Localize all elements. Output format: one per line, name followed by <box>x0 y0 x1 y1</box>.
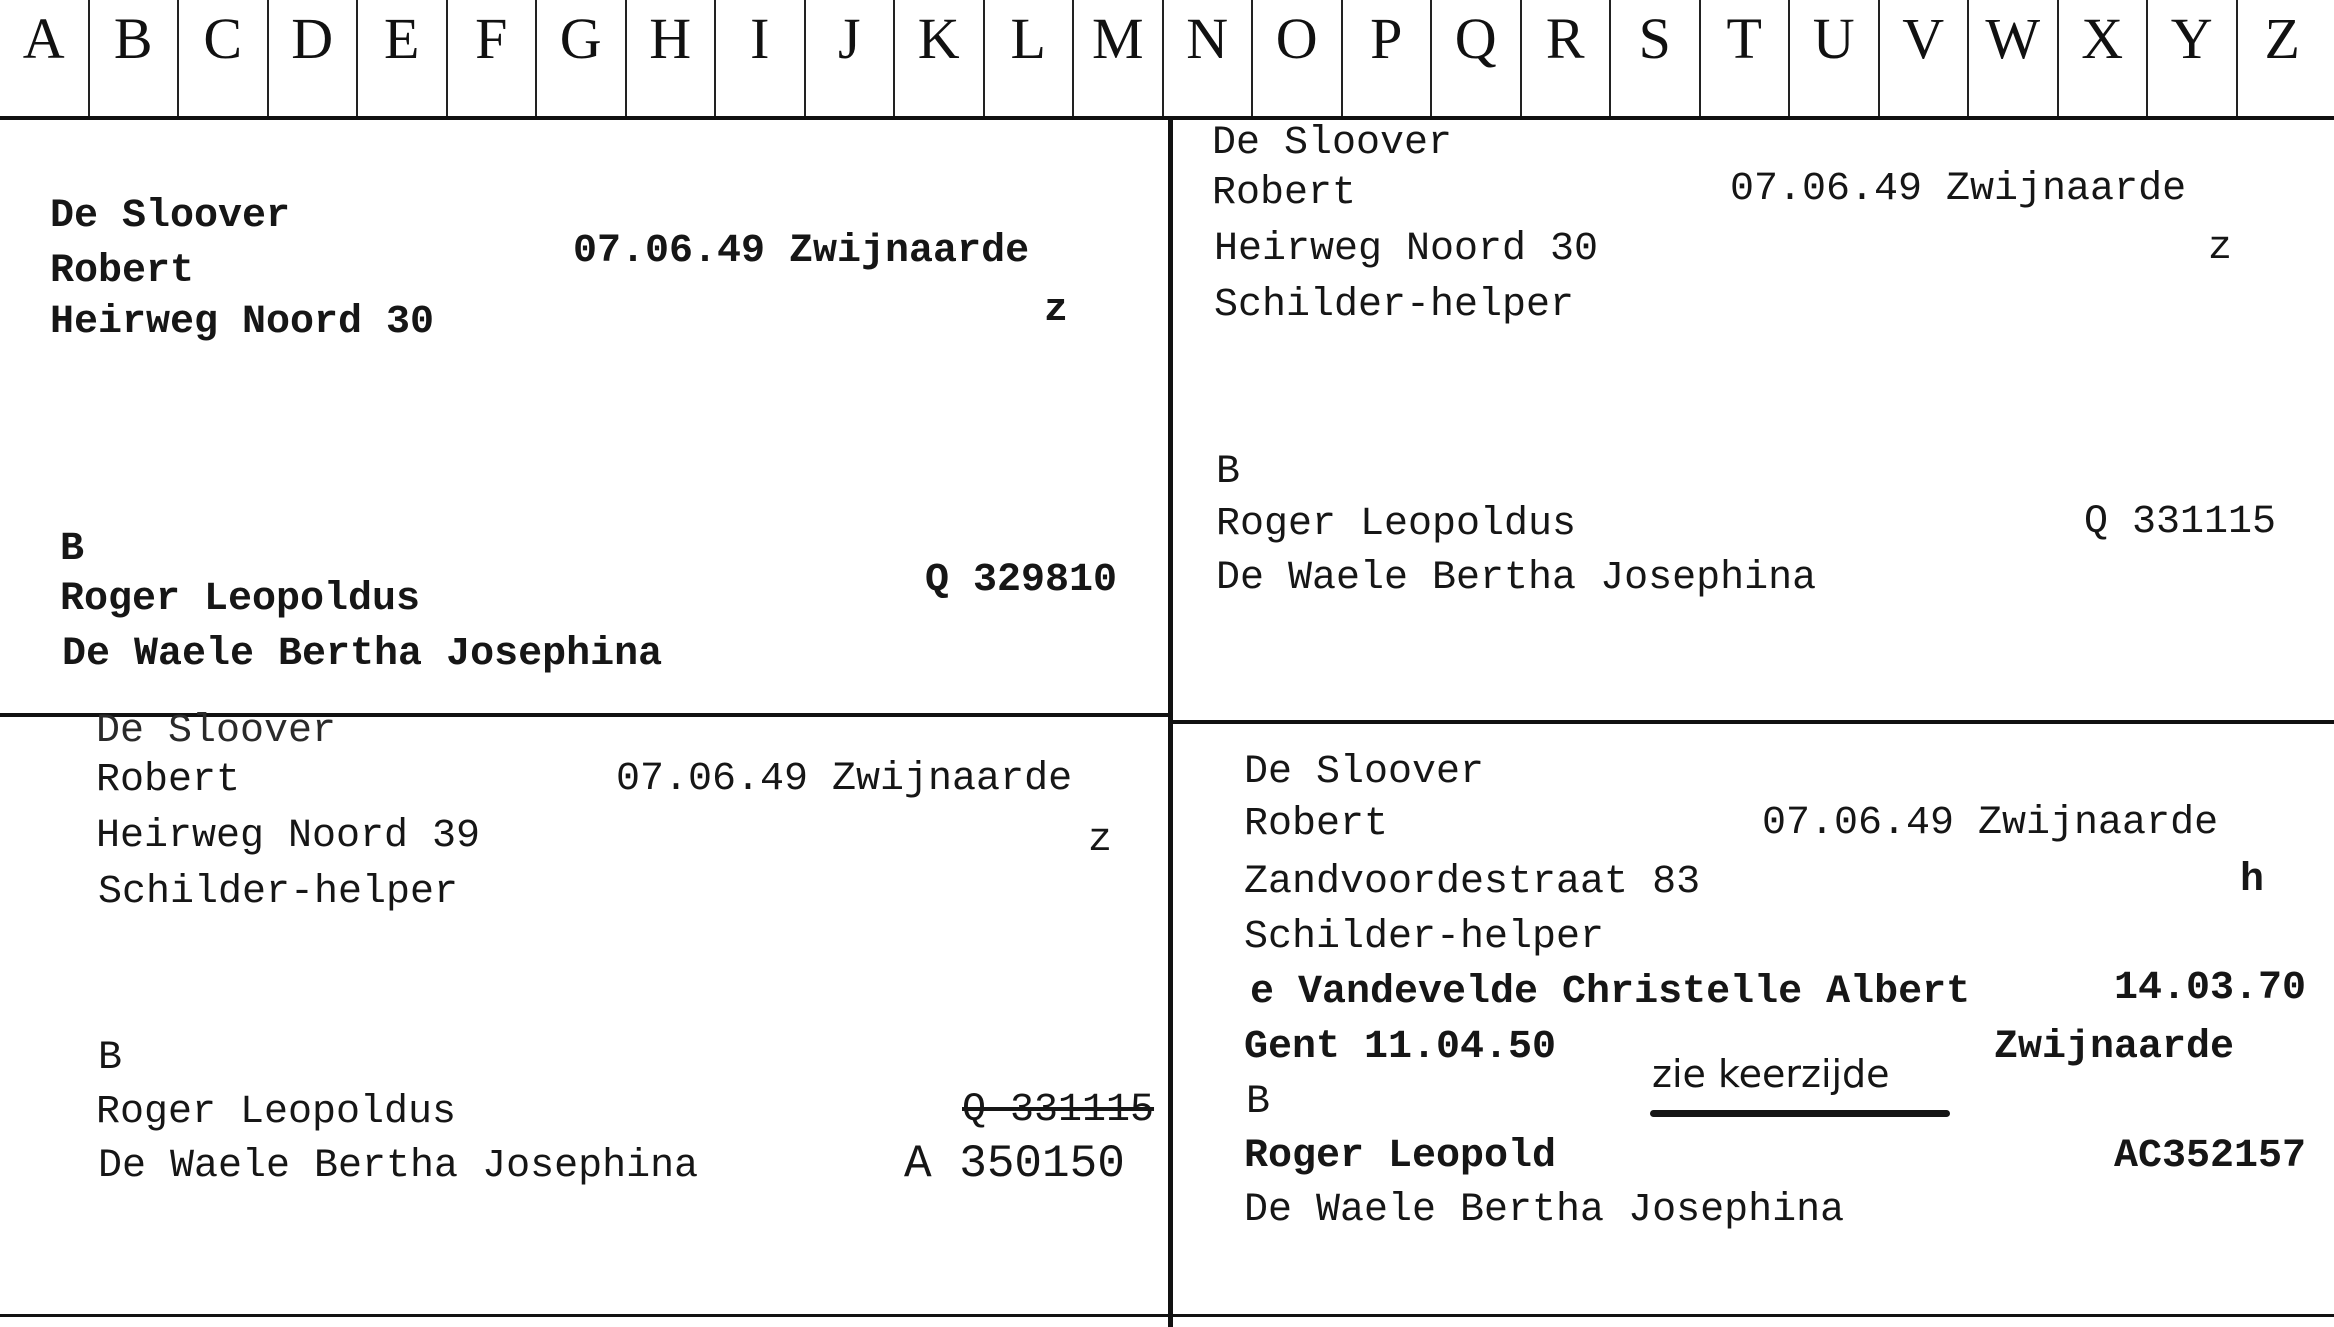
card-father: Roger Leopoldus <box>60 577 421 622</box>
card-father: Roger Leopold <box>1244 1134 1557 1179</box>
index-letter[interactable]: L <box>985 0 1075 116</box>
card-first-name: Robert <box>96 758 241 803</box>
card-first-name: Robert <box>50 249 195 294</box>
index-letter[interactable]: E <box>358 0 448 116</box>
card-mother: De Waele Bertha Josephina <box>1216 556 1817 601</box>
index-letter[interactable]: O <box>1253 0 1343 116</box>
card-birth: 07.06.49 Zwijnaarde <box>1730 167 2187 212</box>
index-letter[interactable]: V <box>1880 0 1970 116</box>
card-code: h <box>2240 858 2265 903</box>
index-letter[interactable]: Z <box>2264 6 2300 71</box>
card-reference-number-struck: Q 331115 <box>962 1088 1155 1133</box>
card-code: z <box>1088 818 1113 863</box>
index-letter[interactable]: X <box>2059 0 2149 116</box>
card-mother: De Waele Bertha Josephina <box>1244 1188 1845 1233</box>
card-spouse-birth: Gent 11.04.50 <box>1244 1025 1557 1070</box>
index-letter[interactable]: N <box>1164 0 1254 116</box>
card-reference-number: Q 331115 <box>2084 500 2277 545</box>
card-father: Roger Leopoldus <box>96 1090 457 1135</box>
card-address: Heirweg Noord 39 <box>96 814 481 859</box>
card-address: Zandvoordestraat 83 <box>1244 860 1701 905</box>
card-divider-horizontal-right <box>1172 720 2334 724</box>
index-letter[interactable]: P <box>1343 0 1433 116</box>
card-reference-number: AC352157 <box>2114 1134 2307 1179</box>
card-first-name: Robert <box>1212 171 1357 216</box>
index-letter[interactable]: K <box>895 0 985 116</box>
card-code: z <box>2208 226 2233 271</box>
index-letter[interactable]: B <box>90 0 180 116</box>
card-reference-number: Q 329810 <box>925 558 1118 603</box>
card-surname: De Sloover <box>1244 750 1485 795</box>
card-divider-bottom <box>0 1314 2334 1317</box>
card-occupation: Schilder-helper <box>1214 283 1575 328</box>
index-letter[interactable]: R <box>1522 0 1612 116</box>
card-category: B <box>98 1036 123 1081</box>
card-spouse: e Vandevelde Christelle Albert <box>1250 970 1971 1015</box>
card-category: B <box>1246 1080 1271 1125</box>
index-letter[interactable]: S <box>1611 0 1701 116</box>
index-letter[interactable]: H <box>627 0 717 116</box>
card-marriage-place: Zwijnaarde <box>1994 1025 2235 1070</box>
index-letter[interactable]: G <box>537 0 627 116</box>
card-occupation: Schilder-helper <box>98 870 459 915</box>
card-reference-number: A 350150 <box>904 1138 1125 1190</box>
alphabet-index <box>0 0 2334 120</box>
index-letter[interactable]: D <box>269 0 359 116</box>
card-birth: 07.06.49 Zwijnaarde <box>1762 801 2219 846</box>
index-letter[interactable]: W <box>1969 0 2059 116</box>
card-address: Heirweg Noord 30 <box>50 300 435 345</box>
card-occupation: Schilder-helper <box>1244 915 1605 960</box>
index-letter[interactable]: A <box>0 0 90 116</box>
card-marriage-date: 14.03.70 <box>2114 966 2307 1011</box>
card-first-name: Robert <box>1244 802 1389 847</box>
index-letter[interactable]: T <box>1701 0 1791 116</box>
index-letter[interactable]: Y <box>2148 0 2238 116</box>
index-letter[interactable]: C <box>179 0 269 116</box>
card-code: z <box>1044 288 1069 333</box>
card-mother: De Waele Bertha Josephina <box>98 1144 699 1189</box>
index-letter[interactable]: J <box>806 0 896 116</box>
index-letter[interactable]: I <box>716 0 806 116</box>
index-letter[interactable]: Q <box>1432 0 1522 116</box>
card-handwritten-note: zie keerzijde <box>1652 1052 1890 1096</box>
card-surname: De Sloover <box>50 194 291 239</box>
index-letter[interactable]: U <box>1790 0 1880 116</box>
card-birth: 07.06.49 Zwijnaarde <box>616 757 1073 802</box>
index-letter[interactable]: M <box>1074 0 1164 116</box>
card-address: Heirweg Noord 30 <box>1214 227 1599 272</box>
card-mother: De Waele Bertha Josephina <box>62 632 663 677</box>
note-underline <box>1650 1110 1950 1117</box>
card-category: B <box>1216 450 1241 495</box>
card-surname: De Sloover <box>1212 121 1453 166</box>
card-father: Roger Leopoldus <box>1216 502 1577 547</box>
card-surname: De Sloover <box>96 709 337 754</box>
card-category: B <box>60 527 85 572</box>
card-birth: 07.06.49 Zwijnaarde <box>573 229 1030 274</box>
index-letter[interactable]: F <box>448 0 538 116</box>
